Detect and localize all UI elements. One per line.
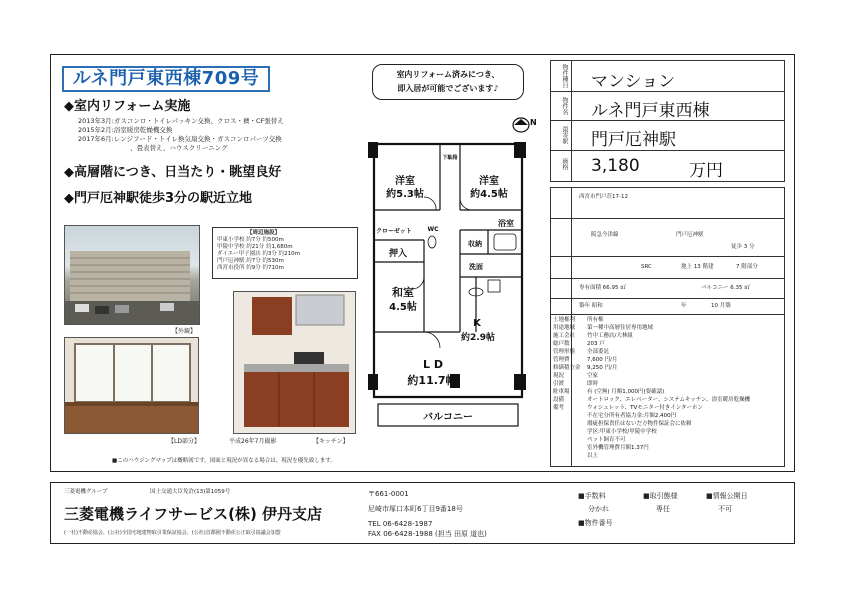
tx-mode-label: ■取引態様 [643,492,678,500]
ld-photo [64,337,199,434]
kitchen-label: K [473,318,481,329]
north-label: N [530,118,537,127]
toilet-label: WC [427,226,439,233]
detail-row-label: 管理形態 [553,349,576,355]
kitchen-illustration [234,292,356,434]
detail-row [553,436,783,444]
caption-date: 平成26年7月撮影 [229,438,277,445]
feature-detail-4: 、畳表替え、ハウスクリーニング [130,144,228,152]
surroundings-item: 甲東小学校 約7分 約500m [217,237,284,243]
detail-row-value: 203 戸 [587,341,605,347]
property-header-table [550,60,785,182]
name-side-label: 物件名 [561,97,568,115]
feature-heading-view: ◆高層階につき、日当たり・眺望良好 [64,165,282,180]
company-tel: TEL 06-6428-1987 [368,520,433,528]
detail-row [553,444,783,452]
property-station: 門戸厄神駅 [591,130,676,150]
tx-info-label: ■情報公開日 [706,492,748,500]
balcony-label: バルコニー [423,412,473,423]
detail-rows [553,316,783,460]
detail-row [553,372,783,380]
footnote: ■このハウジングマップは概略図です。図面と現況が異なる場合は、現況を優先致します。 [112,458,336,464]
detail-row [553,396,783,404]
feature-detail-2: 2015年2月:浴室暖房乾燥機交換 [78,126,173,134]
company-fax: FAX 06-6428-1988 (担当 田原 道也) [368,530,487,538]
detail-row-value: 瑕疵担保責任はないだ方物件保証会に依頼 [587,421,692,427]
detail-row-label [553,452,587,460]
bath-label: 浴室 [498,219,514,228]
ld-size: 約11.7帖 [407,374,457,387]
detail-row-value: 有 (空無) 月額1,000円(要確認) [587,389,665,395]
area-balcony: バルコニー 6.35 ㎡ [701,285,750,291]
detail-row-value: 即時 [587,381,599,387]
wash-label: 洗面 [469,263,483,271]
detail-row [553,356,783,364]
room-west-size: 約5.3帖 [386,189,424,200]
structure-floor: 7 階部分 [736,264,758,270]
detail-row [553,340,783,348]
detail-row-label: 設備 [553,397,565,403]
detail-row-label [553,444,587,452]
tx-fee-value: 分かれ [588,505,609,513]
detail-row-value: ウォシュレット、TVモニター付きインターホン [587,405,704,411]
structure-floors: 地上 13 階建 [681,264,714,270]
detail-row-label: 総戸数 [553,341,570,347]
closet-label: クローゼット [376,228,412,235]
area-private: 専有面積 66.95 ㎡ [579,285,626,291]
surroundings-title: 【周辺施設】 [247,230,281,236]
detail-row [553,348,783,356]
detail-row [553,388,783,396]
caption-kitchen: 【キッチン】 [313,438,349,445]
surroundings-box [212,227,358,279]
built-era: 築年 昭和 [579,303,603,309]
north-arrow [511,116,537,134]
detail-row-label: 土地権利 [553,317,576,323]
feature-heading-station: ◆門戸厄神駅徒歩3分の駅近立地 [64,191,253,206]
detail-row-value: 第一種中高層住居専用地域 [587,325,654,331]
room-east-size: 約4.5帖 [470,189,508,200]
detail-row-label: 管理費 [553,357,570,363]
oshiire-label: 押入 [388,249,407,259]
detail-row-value: 全部委託 [587,349,610,355]
notice-line-2: 即入居が可能でございます♪ [397,84,499,93]
detail-row-value: 室外機管理費月額1.37円 [587,445,649,451]
detail-row-value: 以上 [587,453,599,459]
structure-type: SRC [641,264,652,270]
room-west-label: 洋室 [395,176,415,187]
station-side-label: 最寄駅 [561,126,568,144]
tx-number-label: ■物件番号 [578,519,613,527]
caption-ld: 【LD部分】 [168,438,200,445]
property-details-table [550,187,785,467]
surroundings-item: 甲陵中学校 約21分 約1,680m [217,244,293,250]
detail-row-value: 不在宅分所有者協力金:月額2,400円 [587,413,677,419]
ld-label: L D [423,358,443,371]
detail-row-label: 用途地域 [553,325,576,331]
detail-row-label: 施工会社 [553,333,576,339]
kitchen-photo [233,291,356,434]
detail-row-value: 竹中工務店/大林組 [587,333,633,339]
detail-row [553,364,783,372]
building-illustration [65,226,200,325]
washitsu-label: 和室 [392,286,414,299]
detail-row-value: 9,250 円/月 [587,365,618,371]
floor-plan [368,142,528,427]
company-postal: 〒661-0001 [368,490,409,498]
transport-station: 門戸厄神駅 [676,232,704,238]
built-month: 10 月築 [711,303,731,309]
address-value: 西宮市門戸荘17-12 [579,194,628,200]
detail-row-label [553,428,587,436]
tx-mode-value: 専任 [656,505,670,513]
property-name: ルネ門戸東西棟 [591,101,710,121]
tx-info-value: 不可 [718,505,732,513]
room-east-label: 洋室 [479,176,499,187]
detail-row-label [553,412,587,420]
price-side-label: 価格 [561,158,568,170]
property-price: 3,180 [591,156,640,176]
detail-row-label: 現況 [553,373,565,379]
kitchen-size: 約2.9帖 [461,333,495,343]
detail-row-value: 所有権 [587,317,604,323]
surroundings-item: 門戸厄神駅 約7分 約530m [217,258,284,264]
detail-row [553,332,783,340]
type-side-label: 物件種目 [561,64,568,88]
storage-label: 収納 [468,240,482,248]
detail-row-label: 備考 [553,405,565,411]
detail-row [553,380,783,388]
detail-row [553,412,783,420]
detail-row-value: オートロック、エレベーター、システムキッチン、浴室暖房乾燥機 [587,397,751,403]
built-year: 年 [681,303,687,309]
surroundings-item: ダイエー甲子園店 約3分 約210m [217,251,301,257]
transport-walk: 徒歩 3 分 [731,244,755,250]
window-illustration [65,338,199,434]
property-type: マンション [591,72,676,92]
detail-row [553,316,783,324]
detail-row-value: ペット飼育不可 [587,437,626,443]
feature-detail-1: 2013年3月:ガスコンロ・トイレパッキン交換、クロス・襖・CF張替え [78,117,284,125]
feature-heading-reform: ◆室内リフォーム実施 [64,99,191,114]
transport-line: 阪急今津線 [591,232,619,238]
detail-row-label: 引渡 [553,381,565,387]
company-associations: (一社)不動産協会、(公社)全国宅地建物取引業保証協会、(公社)首都圏不動産公正取引協議会加盟 [64,530,281,536]
company-license: 国土交通大臣免許(13)第1059号 [150,489,231,495]
detail-row-value: 空家 [587,373,599,379]
detail-row [553,428,783,436]
property-title-badge [62,66,270,92]
property-price-unit: 万円 [689,161,723,181]
feature-detail-3: 2017年6月:レンジフード・トイレ換気扇交換・ガスコンロパーツ交換 [78,135,282,143]
detail-row-label [553,436,587,444]
company-name: 三菱電機ライフサービス(株) 伊丹支店 [64,505,323,523]
detail-row-value: 学区:甲東小学校/甲陵中学校 [587,429,657,435]
detail-row [553,324,783,332]
detail-row-label: 駐車場 [553,389,570,395]
caption-exterior: 【外観】 [172,328,197,335]
surroundings-item: 西宮市役所 約9分 約710m [217,265,284,271]
detail-row [553,404,783,412]
detail-row-label: 修繕積立金 [553,365,581,371]
tx-fee-label: ■手数料 [578,492,606,500]
detail-row-label [553,420,587,428]
washitsu-size: 4.5帖 [389,302,417,313]
detail-row-value: 7,600 円/月 [587,357,618,363]
notice-line-1: 室内リフォーム済みにつき、 [396,70,500,79]
exterior-photo [64,225,200,325]
detail-row [553,452,783,460]
property-title: ルネ門戸東西棟709号 [72,68,260,89]
company-group: 三菱電機グループ [64,489,108,495]
detail-row [553,420,783,428]
shoes-label: 下駄箱 [442,155,458,161]
notice-box [372,64,524,100]
company-address: 尼崎市塚口本町6丁目9番18号 [368,505,463,513]
